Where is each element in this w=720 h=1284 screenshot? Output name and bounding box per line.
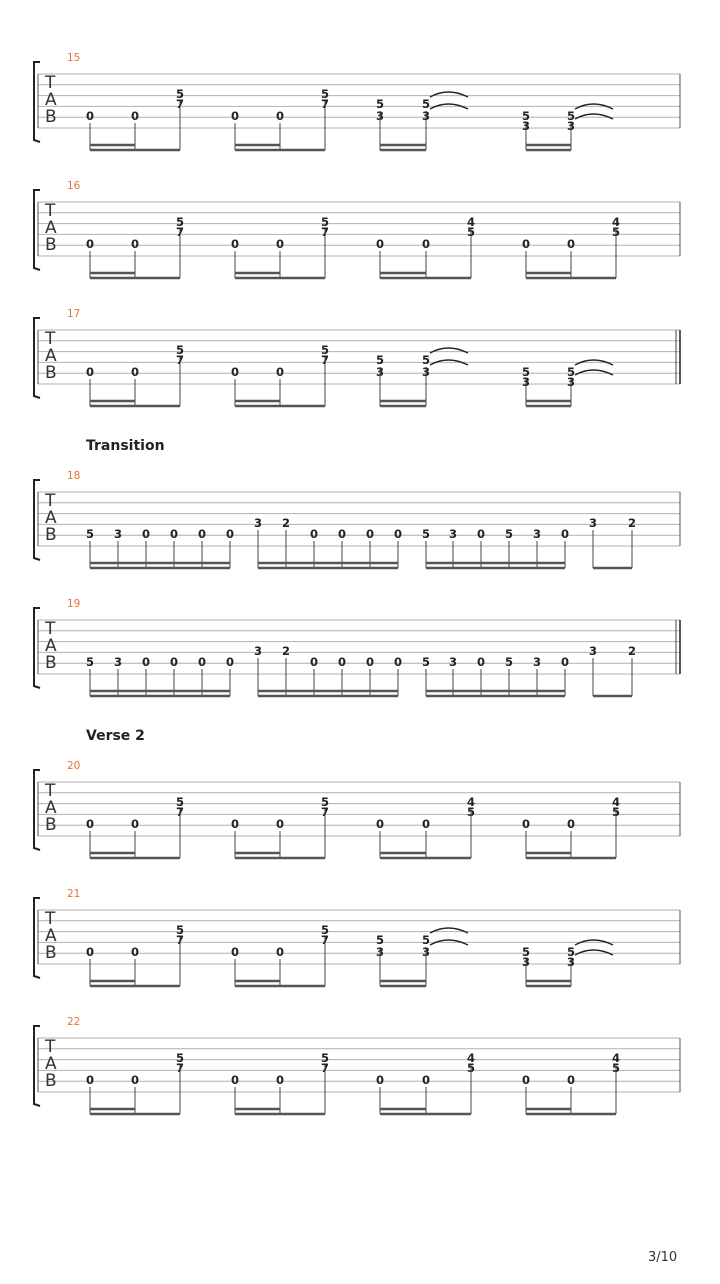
fret-number: 3 bbox=[421, 109, 431, 123]
fret-number: 4 bbox=[466, 1051, 476, 1065]
tie-arc bbox=[575, 950, 613, 955]
fret-number: 0 bbox=[275, 817, 285, 831]
fret-number: 0 bbox=[230, 817, 240, 831]
fret-number: 0 bbox=[521, 817, 531, 831]
measure-number: 18 bbox=[67, 470, 81, 482]
fret-number: 5 bbox=[175, 1051, 185, 1065]
fret-number: 5 bbox=[421, 655, 431, 669]
fret-number: 7 bbox=[320, 225, 330, 239]
fret-number: 0 bbox=[309, 527, 319, 541]
fret-number: 3 bbox=[532, 527, 542, 541]
tab-clef-letter: B bbox=[45, 943, 57, 963]
tab-clef-letter: B bbox=[45, 363, 57, 383]
fret-number: 3 bbox=[421, 365, 431, 379]
fret-number: 2 bbox=[627, 516, 637, 530]
fret-number: 0 bbox=[141, 527, 151, 541]
fret-number: 5 bbox=[421, 933, 431, 947]
fret-number: 5 bbox=[85, 527, 95, 541]
fret-number: 5 bbox=[320, 795, 330, 809]
fret-number: 5 bbox=[521, 365, 531, 379]
section-title-transition: Transition bbox=[86, 438, 165, 454]
fret-number: 5 bbox=[521, 945, 531, 959]
tab-clef-letter: A bbox=[45, 926, 57, 946]
tab-clef-letter: B bbox=[45, 1071, 57, 1091]
fret-number: 0 bbox=[560, 655, 570, 669]
tie-arc bbox=[575, 370, 613, 375]
fret-number: 4 bbox=[611, 795, 621, 809]
fret-number: 0 bbox=[85, 237, 95, 251]
fret-number: 4 bbox=[466, 795, 476, 809]
fret-number: 0 bbox=[169, 655, 179, 669]
fret-number: 0 bbox=[197, 527, 207, 541]
fret-number: 3 bbox=[566, 119, 576, 133]
fret-number: 7 bbox=[320, 97, 330, 111]
fret-number: 5 bbox=[611, 225, 621, 239]
fret-number: 5 bbox=[175, 923, 185, 937]
fret-number: 5 bbox=[566, 945, 576, 959]
fret-number: 0 bbox=[85, 109, 95, 123]
tab-clef-letter: T bbox=[45, 781, 56, 801]
tab-clef-letter: T bbox=[45, 1037, 56, 1057]
fret-number: 4 bbox=[611, 215, 621, 229]
fret-number: 5 bbox=[421, 97, 431, 111]
fret-number: 7 bbox=[320, 933, 330, 947]
fret-number: 0 bbox=[365, 527, 375, 541]
fret-number: 0 bbox=[141, 655, 151, 669]
tab-clef-letter: B bbox=[45, 235, 57, 255]
fret-number: 0 bbox=[275, 945, 285, 959]
fret-number: 0 bbox=[275, 365, 285, 379]
tab-clef-letter: A bbox=[45, 508, 57, 528]
fret-number: 3 bbox=[375, 109, 385, 123]
fret-number: 7 bbox=[320, 353, 330, 367]
fret-number: 3 bbox=[588, 516, 598, 530]
fret-number: 3 bbox=[588, 644, 598, 658]
fret-number: 0 bbox=[230, 365, 240, 379]
fret-number: 0 bbox=[375, 1073, 385, 1087]
tab-clef-letter: T bbox=[45, 491, 56, 511]
fret-number: 5 bbox=[466, 1061, 476, 1075]
fret-number: 0 bbox=[225, 527, 235, 541]
fret-number: 0 bbox=[365, 655, 375, 669]
fret-number: 0 bbox=[130, 109, 140, 123]
fret-number: 5 bbox=[375, 933, 385, 947]
fret-number: 0 bbox=[197, 655, 207, 669]
fret-number: 0 bbox=[566, 1073, 576, 1087]
tab-clef-letter: T bbox=[45, 619, 56, 639]
fret-number: 0 bbox=[375, 237, 385, 251]
tab-clef-letter: T bbox=[45, 73, 56, 93]
tab-clef-letter: A bbox=[45, 636, 57, 656]
fret-number: 5 bbox=[175, 215, 185, 229]
fret-number: 0 bbox=[230, 945, 240, 959]
fret-number: 5 bbox=[466, 805, 476, 819]
fret-number: 5 bbox=[421, 527, 431, 541]
fret-number: 3 bbox=[113, 527, 123, 541]
fret-number: 4 bbox=[466, 215, 476, 229]
fret-number: 5 bbox=[175, 795, 185, 809]
fret-number: 5 bbox=[611, 805, 621, 819]
fret-number: 5 bbox=[421, 353, 431, 367]
fret-number: 0 bbox=[275, 109, 285, 123]
section-title-verse-2: Verse 2 bbox=[86, 728, 145, 744]
tab-clef-letter: B bbox=[45, 815, 57, 835]
fret-number: 0 bbox=[337, 655, 347, 669]
tie-arc bbox=[575, 114, 613, 119]
tie-arc bbox=[430, 92, 468, 97]
fret-number: 5 bbox=[320, 923, 330, 937]
tab-clef-letter: B bbox=[45, 107, 57, 127]
fret-number: 3 bbox=[375, 365, 385, 379]
measure-number: 17 bbox=[67, 308, 81, 320]
measure-number: 22 bbox=[67, 1016, 81, 1028]
fret-number: 0 bbox=[169, 527, 179, 541]
fret-number: 3 bbox=[375, 945, 385, 959]
fret-number: 5 bbox=[85, 655, 95, 669]
fret-number: 5 bbox=[521, 109, 531, 123]
fret-number: 0 bbox=[130, 1073, 140, 1087]
fret-number: 0 bbox=[130, 365, 140, 379]
fret-number: 7 bbox=[175, 97, 185, 111]
fret-number: 5 bbox=[320, 215, 330, 229]
fret-number: 4 bbox=[611, 1051, 621, 1065]
tab-clef-letter: A bbox=[45, 798, 57, 818]
fret-number: 0 bbox=[560, 527, 570, 541]
measure-number: 16 bbox=[67, 180, 81, 192]
fret-number: 3 bbox=[566, 955, 576, 969]
fret-number: 5 bbox=[375, 353, 385, 367]
tab-clef-letter: B bbox=[45, 525, 57, 545]
fret-number: 5 bbox=[504, 655, 514, 669]
measure-number: 19 bbox=[67, 598, 81, 610]
tab-clef-letter: B bbox=[45, 653, 57, 673]
fret-number: 3 bbox=[532, 655, 542, 669]
fret-number: 0 bbox=[421, 1073, 431, 1087]
fret-number: 0 bbox=[275, 237, 285, 251]
tie-arc bbox=[430, 928, 468, 933]
tie-arc bbox=[430, 348, 468, 353]
tab-clef-letter: A bbox=[45, 90, 57, 110]
fret-number: 0 bbox=[421, 237, 431, 251]
fret-number: 7 bbox=[175, 1061, 185, 1075]
fret-number: 0 bbox=[566, 237, 576, 251]
fret-number: 0 bbox=[230, 109, 240, 123]
fret-number: 0 bbox=[566, 817, 576, 831]
fret-number: 0 bbox=[337, 527, 347, 541]
fret-number: 3 bbox=[253, 516, 263, 530]
fret-number: 0 bbox=[421, 817, 431, 831]
fret-number: 5 bbox=[504, 527, 514, 541]
fret-number: 0 bbox=[375, 817, 385, 831]
fret-number: 5 bbox=[375, 97, 385, 111]
measure-number: 21 bbox=[67, 888, 81, 900]
fret-number: 3 bbox=[521, 955, 531, 969]
fret-number: 0 bbox=[85, 817, 95, 831]
tab-clef-letter: T bbox=[45, 909, 56, 929]
tab-clef-letter: A bbox=[45, 218, 57, 238]
fret-number: 0 bbox=[275, 1073, 285, 1087]
fret-number: 3 bbox=[521, 375, 531, 389]
fret-number: 2 bbox=[281, 644, 291, 658]
fret-number: 0 bbox=[85, 365, 95, 379]
fret-number: 5 bbox=[611, 1061, 621, 1075]
fret-number: 5 bbox=[566, 109, 576, 123]
fret-number: 0 bbox=[225, 655, 235, 669]
fret-number: 5 bbox=[466, 225, 476, 239]
fret-number: 5 bbox=[320, 87, 330, 101]
fret-number: 0 bbox=[393, 527, 403, 541]
fret-number: 5 bbox=[175, 343, 185, 357]
fret-number: 7 bbox=[175, 933, 185, 947]
fret-number: 7 bbox=[175, 353, 185, 367]
fret-number: 0 bbox=[521, 237, 531, 251]
tab-clef-letter: T bbox=[45, 329, 56, 349]
fret-number: 2 bbox=[281, 516, 291, 530]
fret-number: 3 bbox=[253, 644, 263, 658]
fret-number: 0 bbox=[521, 1073, 531, 1087]
measure-number: 15 bbox=[67, 52, 81, 64]
fret-number: 0 bbox=[85, 1073, 95, 1087]
fret-number: 3 bbox=[448, 527, 458, 541]
tab-clef-letter: T bbox=[45, 201, 56, 221]
fret-number: 5 bbox=[320, 1051, 330, 1065]
fret-number: 5 bbox=[175, 87, 185, 101]
fret-number: 0 bbox=[85, 945, 95, 959]
fret-number: 3 bbox=[421, 945, 431, 959]
fret-number: 0 bbox=[130, 945, 140, 959]
fret-number: 3 bbox=[521, 119, 531, 133]
tab-clef-letter: A bbox=[45, 1054, 57, 1074]
fret-number: 3 bbox=[113, 655, 123, 669]
fret-number: 0 bbox=[130, 237, 140, 251]
fret-number: 7 bbox=[175, 805, 185, 819]
fret-number: 0 bbox=[309, 655, 319, 669]
measure-number: 20 bbox=[67, 760, 81, 772]
fret-number: 0 bbox=[476, 527, 486, 541]
tab-clef-letter: A bbox=[45, 346, 57, 366]
fret-number: 0 bbox=[130, 817, 140, 831]
page-number: 3/10 bbox=[648, 1250, 678, 1265]
fret-number: 2 bbox=[627, 644, 637, 658]
fret-number: 0 bbox=[230, 1073, 240, 1087]
fret-number: 7 bbox=[320, 805, 330, 819]
fret-number: 5 bbox=[566, 365, 576, 379]
fret-number: 3 bbox=[448, 655, 458, 669]
fret-number: 0 bbox=[230, 237, 240, 251]
fret-number: 0 bbox=[393, 655, 403, 669]
fret-number: 3 bbox=[566, 375, 576, 389]
fret-number: 5 bbox=[320, 343, 330, 357]
fret-number: 0 bbox=[476, 655, 486, 669]
fret-number: 7 bbox=[320, 1061, 330, 1075]
fret-number: 7 bbox=[175, 225, 185, 239]
